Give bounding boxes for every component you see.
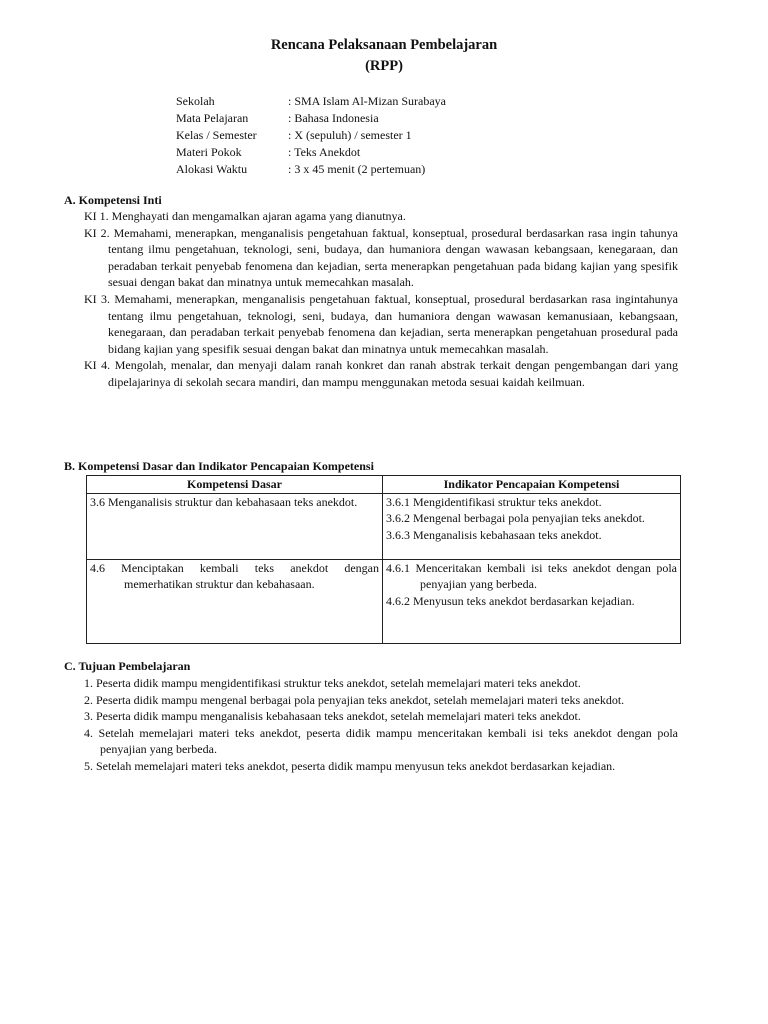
ki-item xyxy=(84,225,678,291)
table-header-row xyxy=(87,476,681,494)
section-b-heading: B. Kompetensi Dasar dan Indikator Pencapaian Kompetensi xyxy=(64,459,374,473)
document-subtitle: (RPP) xyxy=(365,58,403,74)
info-row-alokasi-waktu xyxy=(176,161,446,178)
table-row xyxy=(87,493,681,559)
column-header-ipk: Indikator Pencapaian Kompetensi xyxy=(383,476,681,494)
ki-4-text: KI 4. Mengolah, menalar, dan menyaji dalam ranah konkret dan ranah abstrak terkait dengan pengembangan dari yang dipelajarinya di sekolah secara mandiri, dan mampu menggunakan metoda sesuai kaidah keilmuan. xyxy=(84,358,678,389)
kd-cell xyxy=(87,493,383,559)
info-row-mata-pelajaran xyxy=(176,110,446,127)
info-label: Sekolah xyxy=(176,94,215,108)
ki-1-text: KI 1. Menghayati dan mengamalkan ajaran agama yang dianutnya. xyxy=(84,209,406,223)
info-label: Kelas / Semester xyxy=(176,128,257,142)
table-row xyxy=(87,559,681,643)
kd-cell xyxy=(87,559,383,643)
ipk-item: 3.6.3 Menganalisis kebahasaan teks anekdot. xyxy=(386,527,602,542)
ki-2-text: KI 2. Memahami, menerapkan, menganalisis pengetahuan faktual, konseptual, prosedural berdasarkan rasa ingin tahunya tentang ilmu pengetahuan, teknologi, seni, budaya, dan humaniora dengan wawasan kebangsaan, kenegaraan, dan peradaban terkait penyebab fenomena dan kejadian, serta menerapkan pengetahuan pada bidang kajian yang spesifik sesuai dengan bakat dan minatnya untuk memecahkan masalah. xyxy=(84,225,678,290)
info-block xyxy=(176,93,446,178)
section-c-heading: C. Tujuan Pembelajaran xyxy=(64,659,191,673)
ipk-item: 3.6.2 Mengenal berbagai pola penyajian teks anekdot. xyxy=(386,511,645,526)
info-value: : SMA Islam Al-Mizan Surabaya xyxy=(288,94,446,108)
ipk-cell xyxy=(383,493,681,559)
info-value: : 3 x 45 menit (2 pertemuan) xyxy=(288,162,426,176)
tujuan-list xyxy=(84,675,678,775)
document-title: Rencana Pelaksanaan Pembelajaran xyxy=(270,37,498,53)
section-a-heading: A. Kompetensi Inti xyxy=(64,193,162,207)
list-item: 5. Setelah memelajari materi teks anekdot, peserta didik mampu menyusun teks anekdot berdasarkan kejadian. xyxy=(84,758,616,773)
kd-text: 4.6 Menciptakan kembali teks anekdot dengan memerhatikan struktur dan kebahasaan. xyxy=(90,560,379,592)
ki-item xyxy=(84,208,678,225)
ipk-item: 4.6.1 Menceritakan kembali isi teks anekdot dengan pola penyajian yang berbeda. xyxy=(386,560,677,592)
info-value: : X (sepuluh) / semester 1 xyxy=(288,128,412,142)
list-item: 1. Peserta didik mampu mengidentifikasi struktur teks anekdot, setelah memelajari materi teks anekdot. xyxy=(84,676,581,690)
ki-item xyxy=(84,357,678,390)
kompetensi-inti-list xyxy=(84,208,678,391)
info-label: Mata Pelajaran xyxy=(176,111,249,125)
info-row-sekolah xyxy=(176,93,446,110)
ki-item xyxy=(84,291,678,357)
info-value: : Bahasa Indonesia xyxy=(288,111,379,125)
kd-ipk-table xyxy=(86,475,681,644)
ipk-item: 3.6.1 Mengidentifikasi struktur teks anekdot. xyxy=(386,494,602,509)
list-item: 2. Peserta didik mampu mengenal berbagai pola penyajian teks anekdot, setelah memelajari materi teks anekdot. xyxy=(84,692,625,707)
column-header-kd: Kompetensi Dasar xyxy=(87,476,383,494)
kd-text: 3.6 Menganalisis struktur dan kebahasaan teks anekdot. xyxy=(90,494,358,509)
list-item: 4. Setelah memelajari materi teks anekdot, peserta didik mampu menceritakan kembali isi teks anekdot dengan pola penyajian yang berbeda. xyxy=(84,725,678,757)
ipk-cell xyxy=(383,559,681,643)
info-row-materi-pokok xyxy=(176,144,446,161)
ipk-item: 4.6.2 Menyusun teks anekdot berdasarkan kejadian. xyxy=(386,593,635,608)
ki-3-text: KI 3. Memahami, menerapkan, menganalisis pengetahuan faktual, konseptual, prosedural berdasarkan rasa ingintahunya tentang ilmu pengetahuan, teknologi, seni, budaya, dan humaniora dengan wawasan kemanusiaan, kebangsaan, kenegaraan, dan peradaban terkait penyebab fenomena dan kejadian, serta menerapkan pengetahuan prosedural pada bidang kajian yang spesifik sesuai dengan bakat dan minatnya untuk memecahkan masalah. xyxy=(84,291,678,356)
info-value: : Teks Anekdot xyxy=(288,145,361,159)
list-item: 3. Peserta didik mampu menganalisis kebahasaan teks anekdot, setelah memelajari materi teks anekdot. xyxy=(84,709,581,724)
info-row-kelas-semester xyxy=(176,127,446,144)
info-label: Alokasi Waktu xyxy=(176,162,248,176)
info-label: Materi Pokok xyxy=(176,145,242,159)
